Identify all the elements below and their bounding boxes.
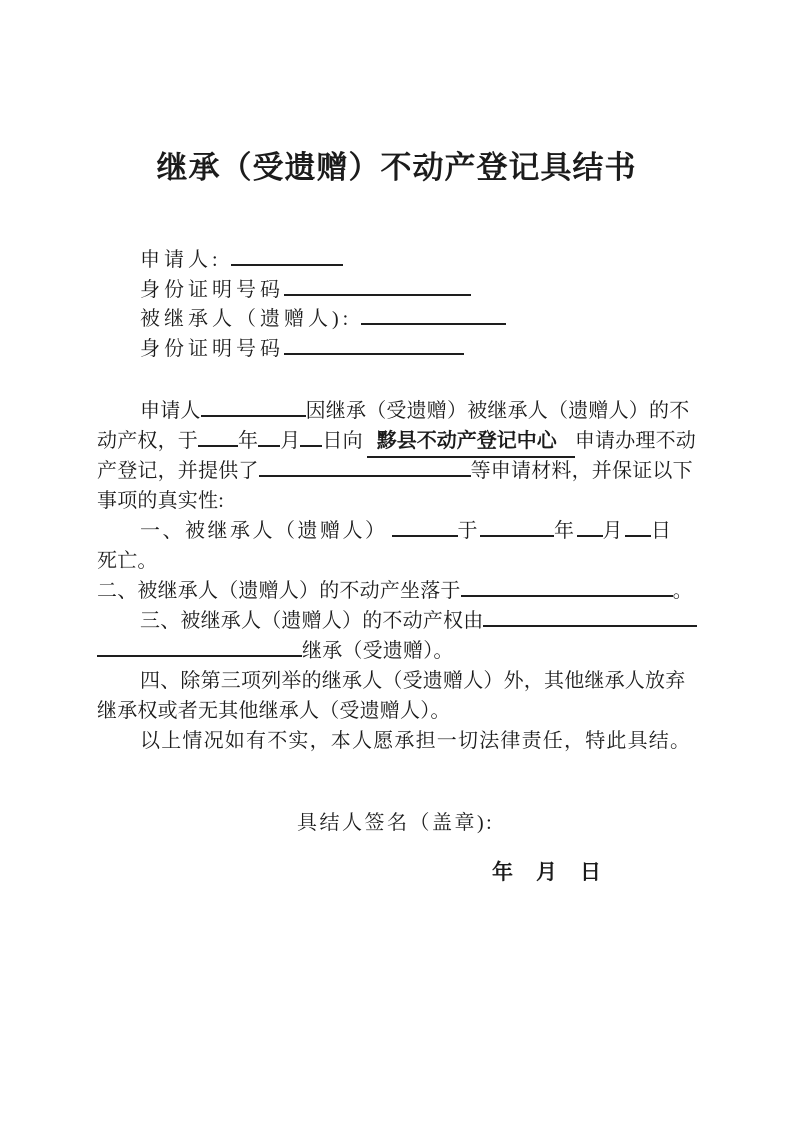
- registration-center-name: 黟县不动产登记中心: [376, 430, 557, 452]
- item-3-line-2: [97, 636, 737, 666]
- blank-applicant-id: [284, 291, 471, 296]
- field-row-applicant: [140, 246, 506, 276]
- field-row-decedent-id: [140, 335, 506, 365]
- date-line: 年 月 日: [492, 860, 602, 884]
- blank-decedent-inline: [392, 532, 458, 537]
- body-text: 日向: [322, 430, 363, 452]
- body-text: 等申请材料，并保证以下: [470, 460, 693, 482]
- blank-year: [198, 442, 238, 447]
- affidavit-body: [97, 396, 737, 756]
- blank-materials: [259, 472, 471, 477]
- blank-death-year: [480, 532, 554, 537]
- item-1-line-2: [97, 546, 737, 576]
- field-label-decedent: 被继承人（遗赠人):: [140, 308, 353, 330]
- blank-death-month: [577, 532, 603, 537]
- blank-applicant-name: [231, 261, 343, 266]
- document-title: 继承（受遗赠）不动产登记具结书: [156, 150, 637, 185]
- body-text: 二、被继承人（遗赠人）的不动产坐落于: [97, 580, 461, 602]
- item-4-line-1: [97, 666, 737, 696]
- body-text: 继承（受遗赠）。: [302, 640, 454, 662]
- body-text: 申请办理不动: [574, 430, 697, 452]
- blank-day: [300, 442, 322, 447]
- body-text: 动产权，于: [97, 430, 198, 452]
- body-text: 于: [457, 520, 480, 542]
- closing-line: [97, 726, 737, 756]
- field-label-decedent-id: 身份证明号码: [140, 337, 284, 360]
- item-1-line-1: [97, 516, 737, 546]
- body-text: 四、除第三项列举的继承人（受遗赠人）外，其他继承人放弃: [140, 670, 686, 692]
- body-text: 年: [238, 430, 259, 452]
- applicant-fields: [140, 246, 506, 364]
- body-text: 事项的真实性:: [97, 490, 224, 512]
- blank-heirs-2: [97, 652, 302, 657]
- blank-property-location: [461, 592, 673, 597]
- body-text: 日: [651, 520, 674, 542]
- field-label-applicant: 申请人:: [140, 249, 222, 271]
- body-text: 死亡。: [97, 550, 158, 572]
- registration-center-underline: [367, 426, 575, 458]
- field-row-applicant-id: [140, 276, 506, 306]
- blank-death-day: [625, 532, 651, 537]
- body-text: 月: [280, 430, 301, 452]
- body-text: 年: [554, 520, 577, 542]
- body-line-4: [97, 486, 737, 516]
- blank-month: [258, 442, 280, 447]
- body-line-3: [97, 456, 737, 486]
- item-2-line: [97, 576, 737, 606]
- body-text: 继承权或者无其他继承人（受遗赠人）。: [97, 700, 451, 722]
- field-label-applicant-id: 身份证明号码: [140, 278, 284, 301]
- body-text: 一、被继承人（遗赠人）: [140, 520, 388, 542]
- body-text: 月: [602, 520, 625, 542]
- body-line-1: [97, 396, 737, 426]
- body-text: 申请人: [140, 400, 201, 422]
- blank-heirs-1: [483, 622, 697, 627]
- signature-label: 具结人签名（盖章):: [297, 812, 495, 834]
- body-text: 。: [672, 580, 693, 602]
- body-line-2: [97, 426, 737, 456]
- body-text: 因继承（受遗赠）被继承人（遗赠人）的不: [305, 400, 690, 422]
- blank-applicant-name-inline: [201, 412, 306, 417]
- body-text: 以上情况如有不实，本人愿承担一切法律责任，特此具结。: [140, 730, 692, 752]
- body-text: 产登记，并提供了: [97, 460, 259, 482]
- item-4-line-2: [97, 696, 737, 726]
- item-3-line-1: [97, 606, 737, 636]
- blank-decedent-id: [284, 350, 464, 355]
- body-text: 三、被继承人（遗赠人）的不动产权由: [140, 610, 484, 632]
- blank-decedent-name: [361, 320, 506, 325]
- field-row-decedent: [140, 305, 506, 335]
